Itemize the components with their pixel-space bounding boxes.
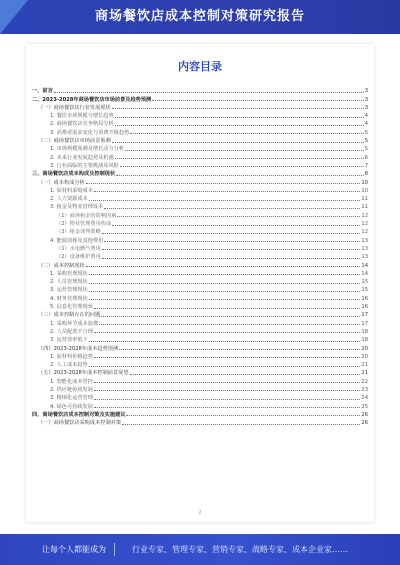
toc-entry-page: 10 [361, 187, 368, 194]
toc-entry-text: （2）设备维护费用 [56, 254, 101, 261]
toc-leader-dots [89, 341, 361, 342]
toc-entry-text: （一）成本构成分析 [38, 179, 85, 186]
toc-leader-dots [94, 407, 360, 408]
toc-entry[interactable] [32, 86, 368, 94]
toc-entry[interactable] [32, 343, 368, 351]
toc-leader-dots [94, 308, 360, 309]
toc-entry-text: 3. 精细化运营管理 [50, 395, 93, 402]
toc-entry[interactable] [32, 376, 368, 384]
toc-entry[interactable] [32, 352, 368, 360]
toc-entry-page: 12 [361, 221, 368, 228]
toc-leader-dots [112, 108, 364, 109]
toc-entry-page: 20 [361, 345, 368, 352]
toc-entry-page: 10 [361, 179, 368, 186]
toc-entry[interactable] [32, 111, 368, 119]
toc-entry-page: 8 [364, 171, 368, 178]
toc-entry-text: 1. 采购环节成本浪费 [50, 320, 99, 327]
toc-entry[interactable] [32, 368, 368, 376]
toc-entry-page: 14 [361, 262, 368, 269]
toc-leader-dots [115, 117, 364, 118]
toc-entry[interactable] [32, 227, 368, 235]
toc-entry-text: 4. 财务管理现状 [50, 295, 88, 302]
toc-leader-dots [130, 133, 363, 134]
toc-entry-page: 18 [361, 328, 368, 335]
toc-entry-text: （一）商场餐饮店行业发展现状 [38, 104, 111, 111]
report-title: 商场餐饮店成本控制对策研究报告 [94, 9, 305, 24]
toc-entry-text: 一、前言 [32, 88, 53, 95]
toc-entry-text: 3. 租金及物业管理成本 [50, 204, 104, 211]
toc-entry-page: 16 [361, 295, 368, 302]
toc-leader-dots [89, 200, 361, 201]
toc-entry-page: 12 [361, 212, 368, 219]
toc-leader-dots [115, 158, 364, 159]
toc-entry[interactable] [32, 186, 368, 194]
toc-list [32, 86, 368, 426]
toc-entry-page: 17 [361, 312, 368, 319]
toc-leader-dots [122, 424, 360, 425]
toc-entry[interactable] [32, 127, 368, 135]
toc-leader-dots [102, 258, 361, 259]
toc-entry-page: 3 [364, 96, 368, 103]
toc-entry[interactable] [32, 235, 368, 243]
toc-entry-text: 1. 原材料价格趋势 [50, 353, 93, 360]
toc-entry-page: 6 [364, 154, 368, 161]
toc-leader-dots [112, 142, 364, 143]
toc-entry-page: 15 [361, 279, 368, 286]
toc-leader-dots [152, 100, 363, 101]
toc-entry-text: 3. 运营效率低下 [50, 337, 88, 344]
toc-entry-page: 5 [364, 138, 368, 145]
toc-entry[interactable] [32, 177, 368, 185]
toc-entry-text: 2. 人员配置不合理 [50, 328, 93, 335]
toc-entry-text: （3）租金谈判策略 [56, 229, 101, 236]
toc-entry[interactable] [32, 144, 368, 152]
toc-entry[interactable] [32, 360, 368, 368]
toc-entry-text: 2. 人员管理现状 [50, 279, 88, 286]
toc-entry-text: 三、商场餐饮店成本构成及控制现状 [32, 171, 116, 178]
toc-leader-dots [120, 166, 364, 167]
toc-entry-page: 24 [361, 395, 368, 402]
toc-leader-dots [86, 183, 361, 184]
toc-entry[interactable] [32, 269, 368, 277]
report-header [0, 0, 400, 36]
toc-entry[interactable] [32, 277, 368, 285]
toc-entry-text: 3. 运营管理现状 [50, 287, 88, 294]
toc-entry[interactable] [32, 401, 368, 409]
toc-entry-page: 23 [361, 386, 368, 393]
toc-entry-page: 4 [364, 121, 368, 128]
toc-entry-text: （2）物业管理费用构成 [56, 221, 112, 228]
toc-entry-text: 二、2023-2028年商场餐饮店市场前景及趋势预测 [32, 96, 152, 103]
toc-entry-text: 1. 市场规模预测及增长动力分析 [50, 146, 125, 153]
toc-entry-page: 22 [361, 378, 368, 385]
toc-leader-dots [99, 324, 360, 325]
toc-leader-dots [130, 374, 361, 375]
toc-entry[interactable] [32, 136, 368, 144]
toc-entry-text: 2. 人工成本趋势 [50, 362, 88, 369]
toc-entry-page: 12 [361, 229, 368, 236]
toc-entry-text: 1. 餐饮市场规模与增长趋势 [50, 113, 114, 120]
footer-tagline: 行业专家、管理专家、营销专家、战略专家、成本企业家…… [132, 545, 348, 554]
toc-entry[interactable] [32, 335, 368, 343]
toc-entry[interactable] [32, 260, 368, 268]
toc-entry[interactable] [32, 202, 368, 210]
toc-leader-dots [115, 125, 364, 126]
toc-leader-dots [101, 316, 360, 317]
toc-entry[interactable] [32, 393, 368, 401]
toc-leader-dots [94, 399, 360, 400]
toc-entry-text: 2. 供应链协同发展 [50, 386, 93, 393]
toc-entry-page: 13 [361, 254, 368, 261]
toc-entry[interactable] [32, 244, 368, 252]
toc-entry-page: 11 [361, 196, 368, 203]
toc-entry[interactable] [32, 318, 368, 326]
toc-entry-page: 17 [361, 320, 368, 327]
toc-entry-page: 25 [361, 403, 368, 410]
toc-entry-text: 1. 原材料采购成本 [50, 187, 93, 194]
toc-entry-text: 5. 信息化管理现状 [50, 304, 93, 311]
toc-entry-page: 20 [361, 353, 368, 360]
toc-entry[interactable] [32, 161, 368, 169]
toc-entry-page: 5 [364, 129, 368, 136]
toc-entry[interactable] [32, 119, 368, 127]
toc-leader-dots [89, 291, 361, 292]
toc-entry-text: 3. 消费者需求变化与消费升级趋势 [50, 129, 130, 136]
toc-entry-text: 4. 能源消耗及其他费用 [50, 237, 104, 244]
toc-leader-dots [94, 390, 360, 391]
toc-entry-text: 1. 采购管理现状 [50, 270, 88, 277]
toc-entry[interactable] [32, 285, 368, 293]
toc-entry[interactable] [32, 152, 368, 160]
toc-entry-text: 1. 智能化成本管控 [50, 378, 93, 385]
toc-entry[interactable] [32, 385, 368, 393]
toc-entry-page: 7 [364, 162, 368, 169]
toc-entry-text: 四、商场餐饮店成本控制对策及实施建议 [32, 411, 126, 418]
toc-entry-page: 18 [361, 337, 368, 344]
toc-entry-page: 15 [361, 287, 368, 294]
toc-leader-dots [112, 225, 360, 226]
toc-entry-text: （二）商场餐饮店市场前景预测 [38, 138, 111, 145]
toc-leader-dots [89, 274, 361, 275]
toc-entry[interactable] [32, 210, 368, 218]
toc-entry-text: 2. 人力资源成本 [50, 196, 88, 203]
toc-entry-page: 3 [364, 88, 368, 95]
toc-entry-page: 13 [361, 245, 368, 252]
toc-leader-dots [116, 175, 364, 176]
toc-entry[interactable] [32, 310, 368, 318]
toc-entry[interactable] [32, 302, 368, 310]
footer-divider [114, 543, 115, 556]
toc-leader-dots [104, 241, 360, 242]
toc-entry-page: 4 [364, 113, 368, 120]
toc-entry[interactable] [32, 418, 368, 426]
toc-leader-dots [94, 382, 360, 383]
toc-entry-page: 26 [361, 420, 368, 427]
toc-entry-page: 14 [361, 270, 368, 277]
toc-leader-dots [94, 332, 360, 333]
toc-entry[interactable] [32, 252, 368, 260]
toc-entry[interactable] [32, 410, 368, 418]
toc-entry-text: 2. 未来行业发展趋势及机遇 [50, 154, 114, 161]
toc-entry-page: 26 [361, 411, 368, 418]
toc-entry[interactable] [32, 169, 368, 177]
toc-entry-page: 16 [361, 304, 368, 311]
toc-entry[interactable] [32, 94, 368, 102]
toc-leader-dots [117, 216, 360, 217]
page-number: 2 [198, 510, 202, 516]
toc-leader-dots [54, 92, 364, 93]
toc-entry-text: （一）商场餐饮店采购成本控制对策 [38, 420, 122, 427]
toc-entry[interactable] [32, 103, 368, 111]
toc-leader-dots [126, 415, 360, 416]
toc-entry[interactable] [32, 219, 368, 227]
toc-entry-text: 2. 商场餐饮店竞争格局分析 [50, 121, 114, 128]
footer-slogan: 让每个人都能成为 [42, 545, 106, 554]
toc-leader-dots [94, 357, 360, 358]
toc-leader-dots [86, 266, 361, 267]
footer-banner [0, 534, 400, 565]
toc-entry-text: （五）2023-2028年成本控制前景展望 [38, 370, 129, 377]
toc-leader-dots [119, 349, 360, 350]
toc-page [26, 44, 374, 522]
toc-leader-dots [89, 283, 361, 284]
toc-entry-page: 13 [361, 237, 368, 244]
toc-entry-text: （三）成本控制存在的问题 [38, 312, 101, 319]
toc-leader-dots [94, 191, 360, 192]
toc-entry-page: 21 [361, 362, 368, 369]
toc-entry-text: 4. 绿色可持续发展 [50, 403, 93, 410]
toc-entry-page: 21 [361, 370, 368, 377]
toc-leader-dots [104, 208, 360, 209]
toc-leader-dots [102, 249, 361, 250]
toc-entry-text: 3. 行业面临的主要挑战及风险 [50, 162, 119, 169]
toc-entry-text: （四）2023-2028年成本趋势预测 [38, 345, 119, 352]
toc-leader-dots [125, 150, 364, 151]
toc-entry[interactable] [32, 327, 368, 335]
toc-entry-page: 5 [364, 146, 368, 153]
toc-leader-dots [102, 233, 361, 234]
toc-leader-dots [89, 299, 361, 300]
toc-title: 内容目录 [178, 60, 222, 73]
toc-entry-page: 11 [361, 204, 368, 211]
toc-entry[interactable] [32, 293, 368, 301]
toc-leader-dots [89, 366, 361, 367]
toc-entry-text: （1）商场租金的影响因素 [56, 212, 117, 219]
toc-entry[interactable] [32, 194, 368, 202]
toc-entry-text: （1）水电燃气费用 [56, 245, 101, 252]
toc-entry-page: 3 [364, 104, 368, 111]
toc-entry-text: （二）成本控制现状 [38, 262, 85, 269]
